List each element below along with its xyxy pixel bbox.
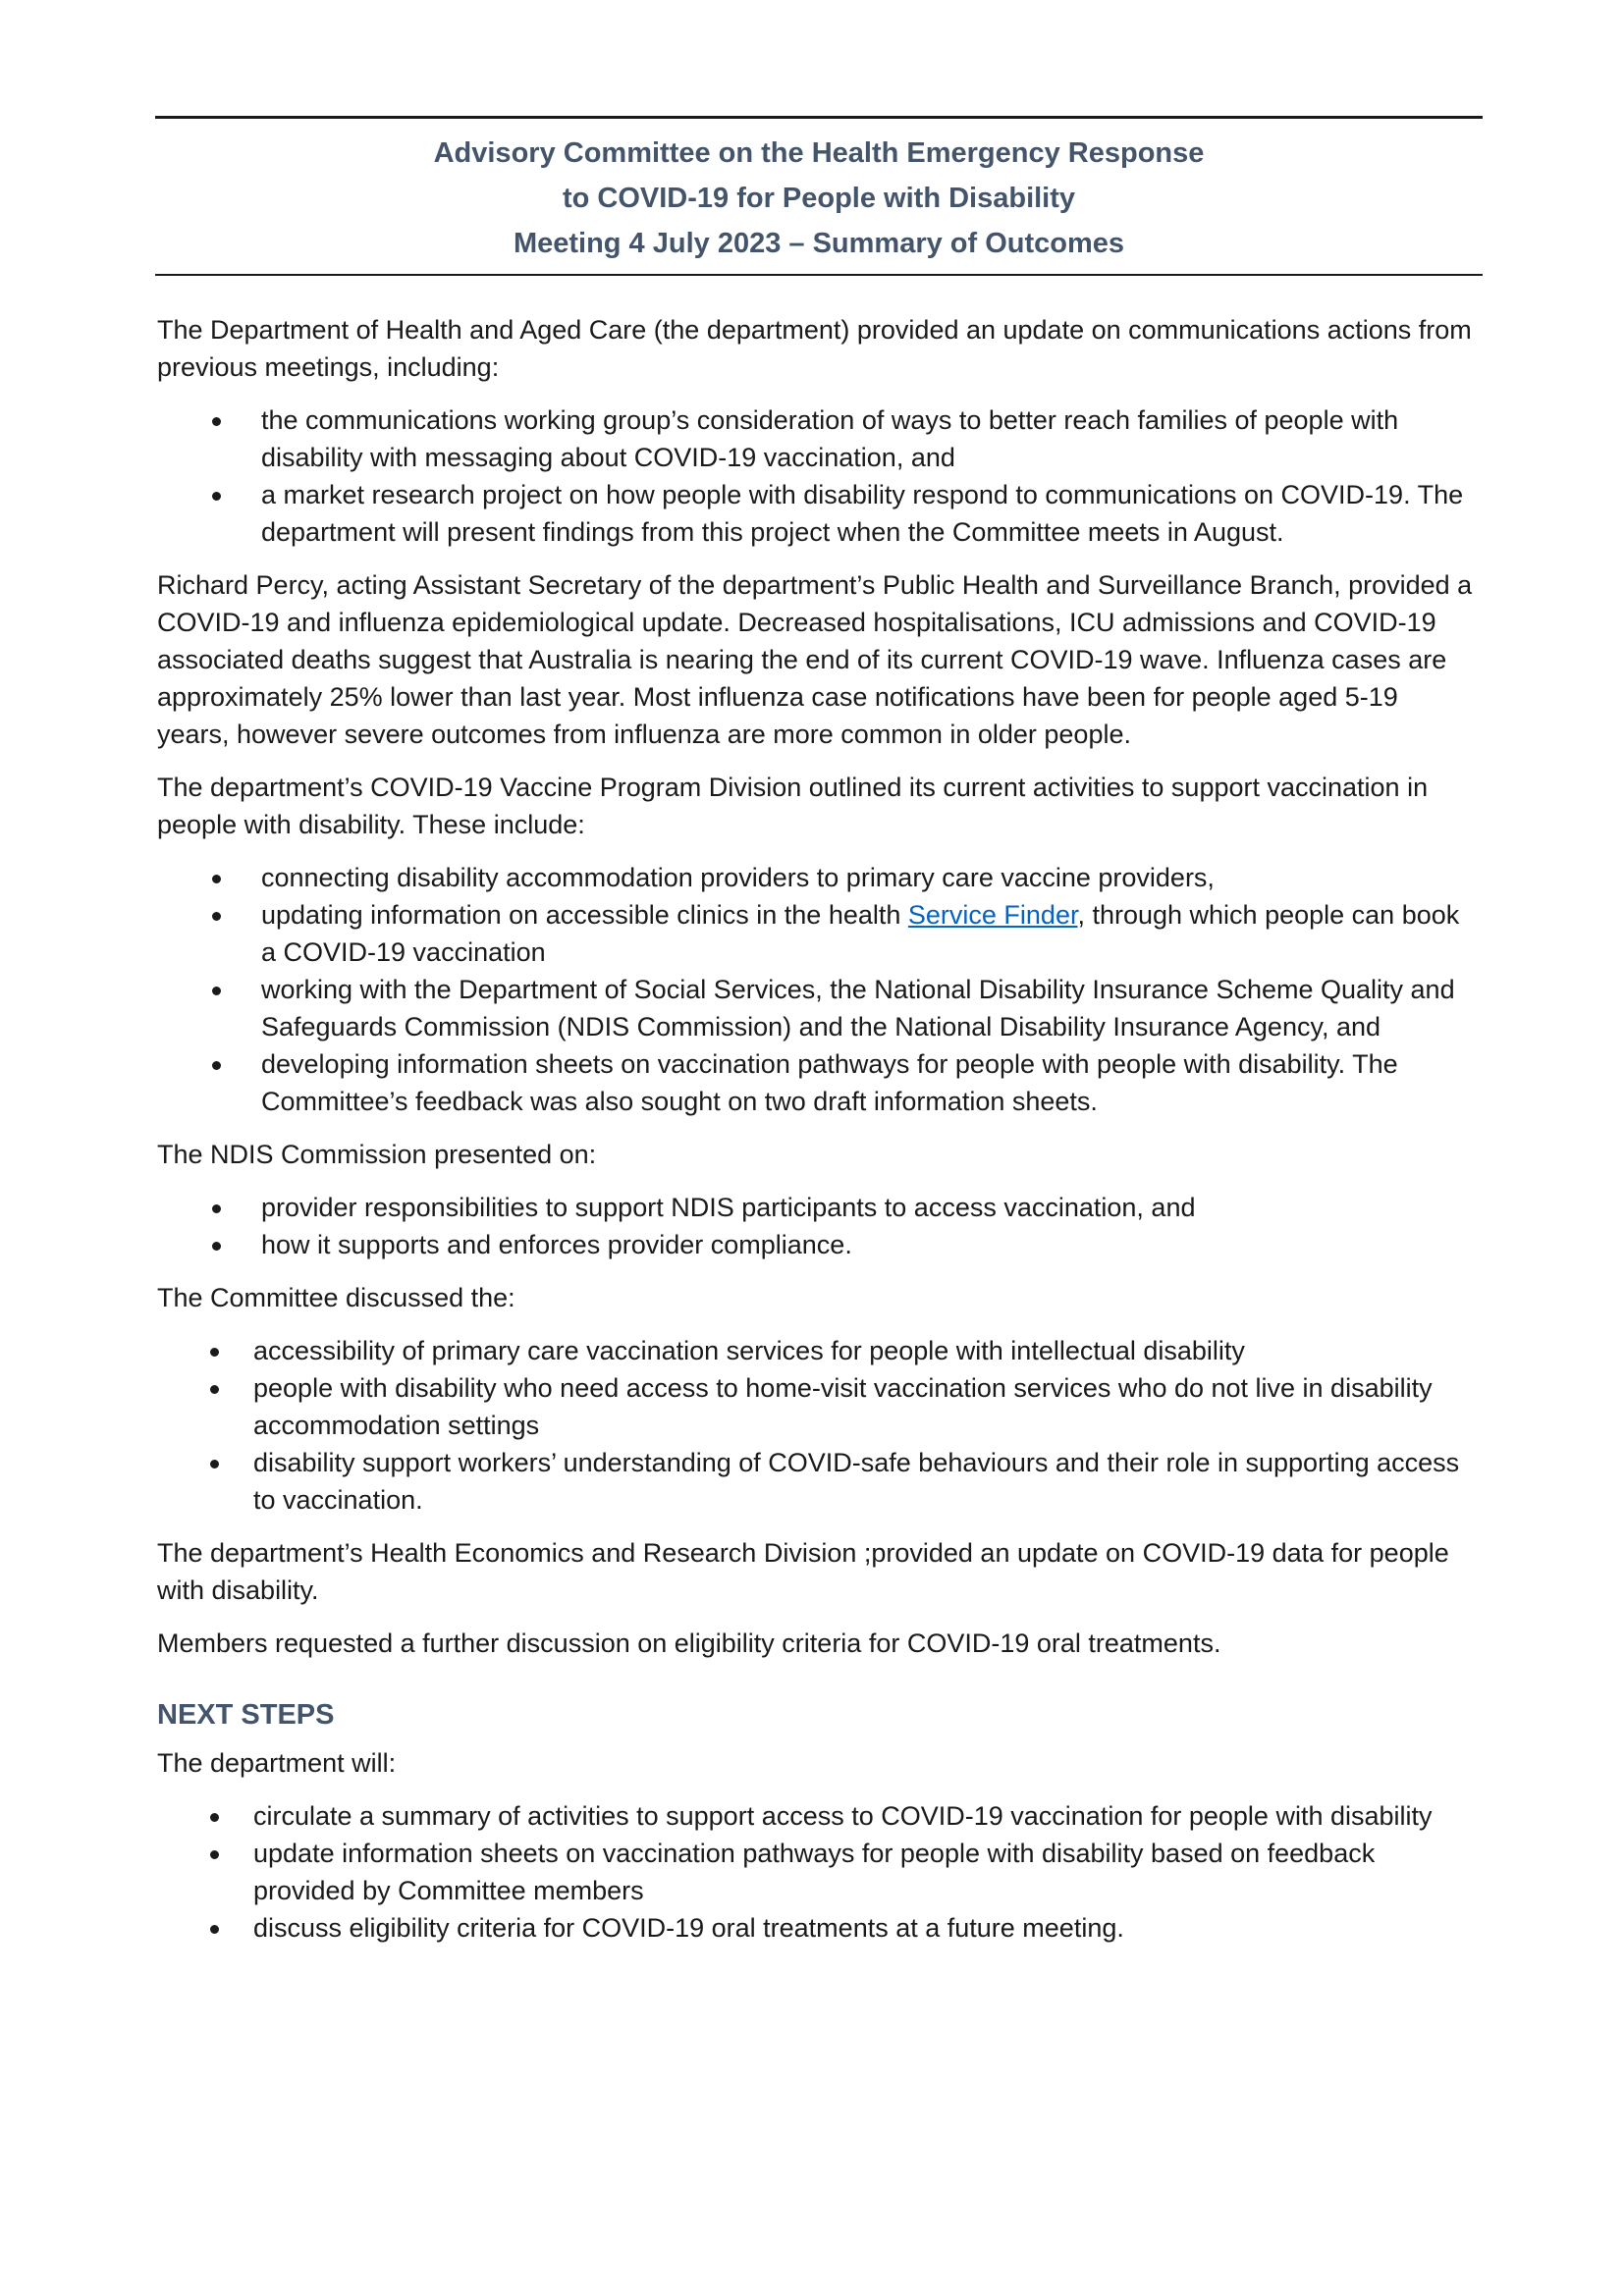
list-item: updating information on accessible clinics in the health Service Finder, through which people can book a COVID-19 vaccination [155,896,1483,971]
list-item: accessibility of primary care vaccination services for people with intellectual disability [155,1332,1483,1369]
committee-bullet-list [155,1332,1483,1519]
committee-paragraph: The Committee discussed the: [157,1283,515,1312]
header-title-line-1: Advisory Committee on the Health Emergency Response [433,137,1205,169]
bullet-icon [212,1242,221,1251]
bullet-icon [212,1204,221,1213]
bullet-icon [210,1385,219,1394]
ndis-bullet-list [155,1189,1483,1263]
intro-paragraph: The Department of Health and Aged Care (the department) provided an update on communications actions from previous meetings, including: [157,315,1472,382]
list-item: people with disability who need access to home-visit vaccination services who do not live in disability accommodation settings [155,1369,1483,1444]
header-title-line-2: to COVID-19 for People with Disability [562,183,1076,214]
next-steps-paragraph: The department will: [157,1748,397,1778]
bullet-icon [210,1348,219,1357]
bullet-icon [212,1061,221,1070]
list-item: circulate a summary of activities to support access to COVID-19 vaccination for people with disability [155,1797,1483,1835]
vaccine-division-paragraph: The department’s COVID-19 Vaccine Program Division outlined its current activities to support vaccination in people with disability. These include: [157,773,1429,839]
next-steps-bullet-list [155,1797,1483,1947]
bullet-icon [210,1850,219,1859]
list-item: discuss eligibility criteria for COVID-19 oral treatments at a future meeting. [155,1909,1483,1947]
bullet-icon [212,417,221,426]
list-item: provider responsibilities to support NDIS participants to access vaccination, and [155,1189,1483,1226]
list-item: developing information sheets on vaccination pathways for people with people with disability. The Committee’s feedback was also sought on two draft information sheets. [155,1045,1483,1120]
bullet-icon [210,1813,219,1822]
header-title-line-3: Meeting 4 July 2023 – Summary of Outcomes [513,228,1125,259]
bullet-icon [210,1460,219,1468]
bullet-icon [210,1925,219,1934]
document-header [155,116,1483,276]
epidemiological-update-paragraph: Richard Percy, acting Assistant Secretary of the department’s Public Health and Surveillance Branch, provided a COVID-19 and influenza epidemiological update. Decreased hospitalisations, ICU admissions and COVID-19 associated deaths suggest that Australia is nearing the end of its current COVID-19 wave. Influenza cases are approximately 25% lower than last year. Most influenza case notifications have been for people aged 5-19 years, however severe outcomes from influenza are more common in older people. [157,570,1473,749]
list-item: how it supports and enforces provider compliance. [155,1226,1483,1263]
bullet-icon [212,912,221,921]
document-page [155,116,1483,1962]
health-economics-paragraph: The department’s Health Economics and Research Division ;provided an update on COVID-19 data for people with disability. [157,1538,1449,1605]
bullet-icon [212,987,221,995]
bullet-icon [212,875,221,883]
service-finder-link[interactable]: Service Finder [907,900,1078,930]
ndis-paragraph: The NDIS Commission presented on: [157,1140,597,1169]
list-item: the communications working group’s consideration of ways to better reach families of people with disability with messaging about COVID-19 vaccination, and [155,401,1483,476]
members-paragraph: Members requested a further discussion on eligibility criteria for COVID-19 oral treatments. [157,1629,1221,1658]
list-item: a market research project on how people with disability respond to communications on COVID-19. The department will present findings from this project when the Committee meets in August. [155,476,1483,551]
list-item: connecting disability accommodation providers to primary care vaccine providers, [155,859,1483,896]
bullet-icon [212,492,221,501]
intro-bullet-list [155,401,1483,551]
document-body [155,311,1483,1947]
vaccine-division-bullet-list [155,859,1483,1120]
list-item: update information sheets on vaccination pathways for people with disability based on feedback provided by Committee members [155,1835,1483,1909]
list-item: disability support workers’ understanding of COVID-safe behaviours and their role in supporting access to vaccination. [155,1444,1483,1519]
list-item: working with the Department of Social Services, the National Disability Insurance Scheme Quality and Safeguards Commission (NDIS Commission) and the National Disability Insurance Agency, and [155,971,1483,1045]
next-steps-heading: NEXT STEPS [157,1699,335,1731]
